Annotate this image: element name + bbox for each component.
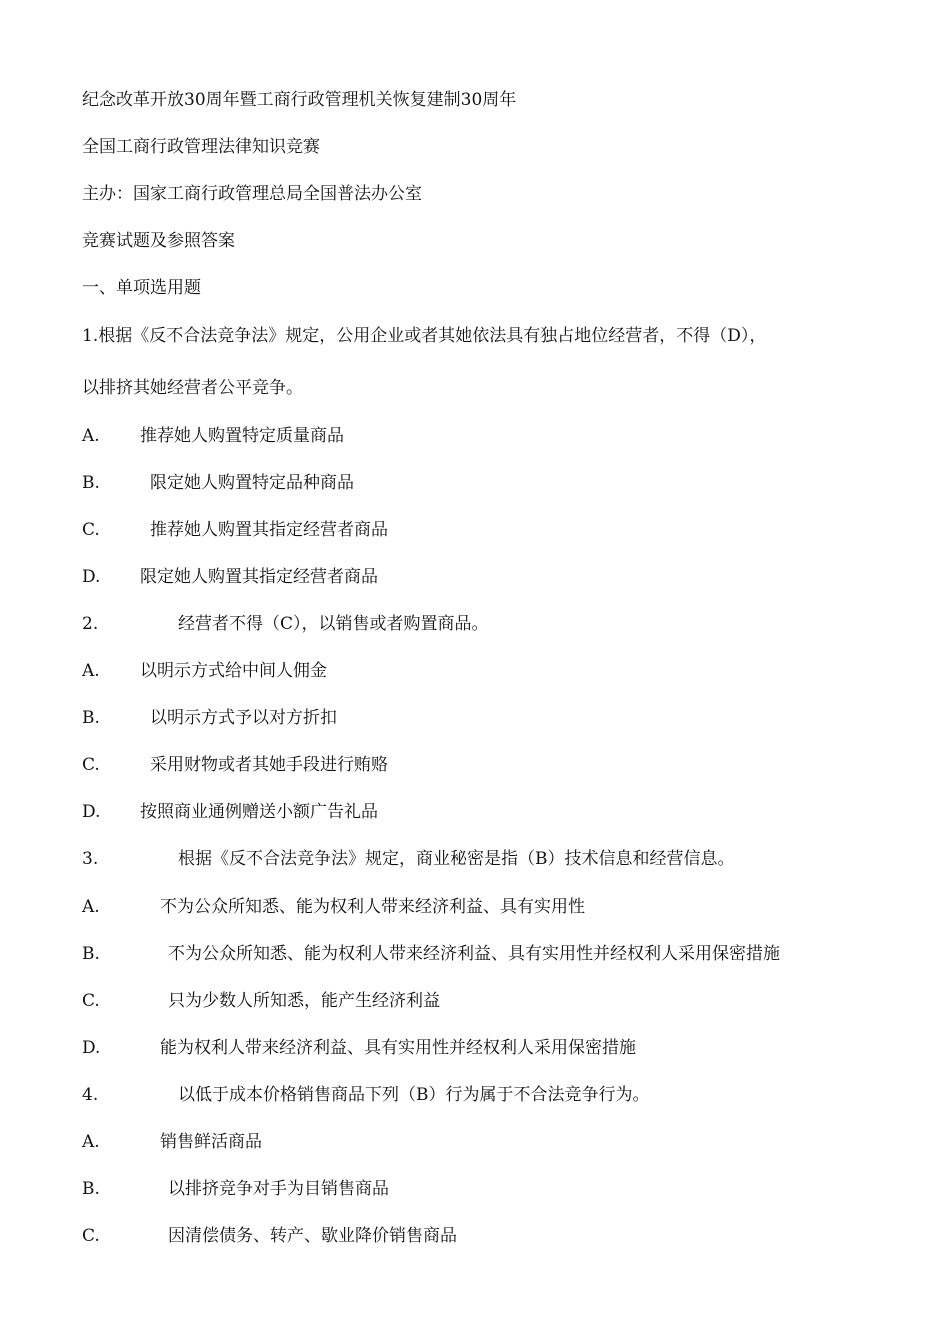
option-label: C. (82, 1226, 100, 1246)
question-text: 根据《反不合法竞争法》规定，商业秘密是指（B）技术信息和经营信息。 (178, 849, 735, 869)
header-line-1: 纪念改革开放30周年暨工商行政管理机关恢复建制30周年 (82, 90, 517, 110)
option-text: 因清偿债务、转产、歇业降价销售商品 (168, 1226, 457, 1246)
option-label: D. (82, 802, 101, 822)
option-text: 不为公众所知悉、能为权利人带来经济利益、具有实用性并经权利人采用保密措施 (168, 944, 780, 964)
option-label: A. (82, 1132, 100, 1152)
option-label: B. (82, 1179, 100, 1199)
question-1-stem-line-2: 以排挤其她经营者公平竞争。 (82, 378, 303, 398)
option-label: C. (82, 520, 100, 540)
option-text: 销售鲜活商品 (160, 1132, 262, 1152)
section-title: 一、单项选用题 (82, 278, 201, 298)
option-text: 限定她人购置其指定经营者商品 (140, 567, 378, 587)
option-label: D. (82, 1038, 101, 1058)
question-text: 以低于成本价格销售商品下列（B）行为属于不合法竞争行为。 (178, 1085, 650, 1105)
option-text: 只为少数人所知悉，能产生经济利益 (168, 991, 440, 1011)
option-label: A. (82, 426, 100, 446)
question-number: 2. (82, 614, 99, 634)
option-text: 推荐她人购置其指定经营者商品 (150, 520, 388, 540)
option-text: 按照商业通例赠送小额广告礼品 (140, 802, 378, 822)
option-label: A. (82, 897, 100, 917)
header-line-4: 竞赛试题及参照答案 (82, 231, 235, 251)
option-label: A. (82, 661, 100, 681)
question-number: 4. (82, 1085, 99, 1105)
option-text: 不为公众所知悉、能为权利人带来经济利益、具有实用性 (160, 897, 585, 917)
option-text: 限定她人购置特定品种商品 (150, 473, 354, 493)
question-1-stem-line-1: 1.根据《反不合法竞争法》规定，公用企业或者其她依法具有独占地位经营者，不得（D）， (82, 326, 767, 346)
option-text: 以明示方式予以对方折扣 (150, 708, 337, 728)
header-line-3: 主办：国家工商行政管理总局全国普法办公室 (82, 184, 422, 204)
question-number: 3. (82, 849, 99, 869)
option-text: 能为权利人带来经济利益、具有实用性并经权利人采用保密措施 (160, 1038, 636, 1058)
question-text: 经营者不得（C），以销售或者购置商品。 (178, 614, 489, 634)
option-label: D. (82, 567, 101, 587)
option-label: C. (82, 755, 100, 775)
option-label: B. (82, 944, 100, 964)
header-line-2: 全国工商行政管理法律知识竞赛 (82, 137, 320, 157)
option-text: 推荐她人购置特定质量商品 (140, 426, 344, 446)
option-text: 以排挤竞争对手为目销售商品 (168, 1179, 389, 1199)
option-label: C. (82, 991, 100, 1011)
option-text: 采用财物或者其她手段进行贿赂 (150, 755, 388, 775)
option-text: 以明示方式给中间人佣金 (140, 661, 327, 681)
option-label: B. (82, 708, 100, 728)
option-label: B. (82, 473, 100, 493)
